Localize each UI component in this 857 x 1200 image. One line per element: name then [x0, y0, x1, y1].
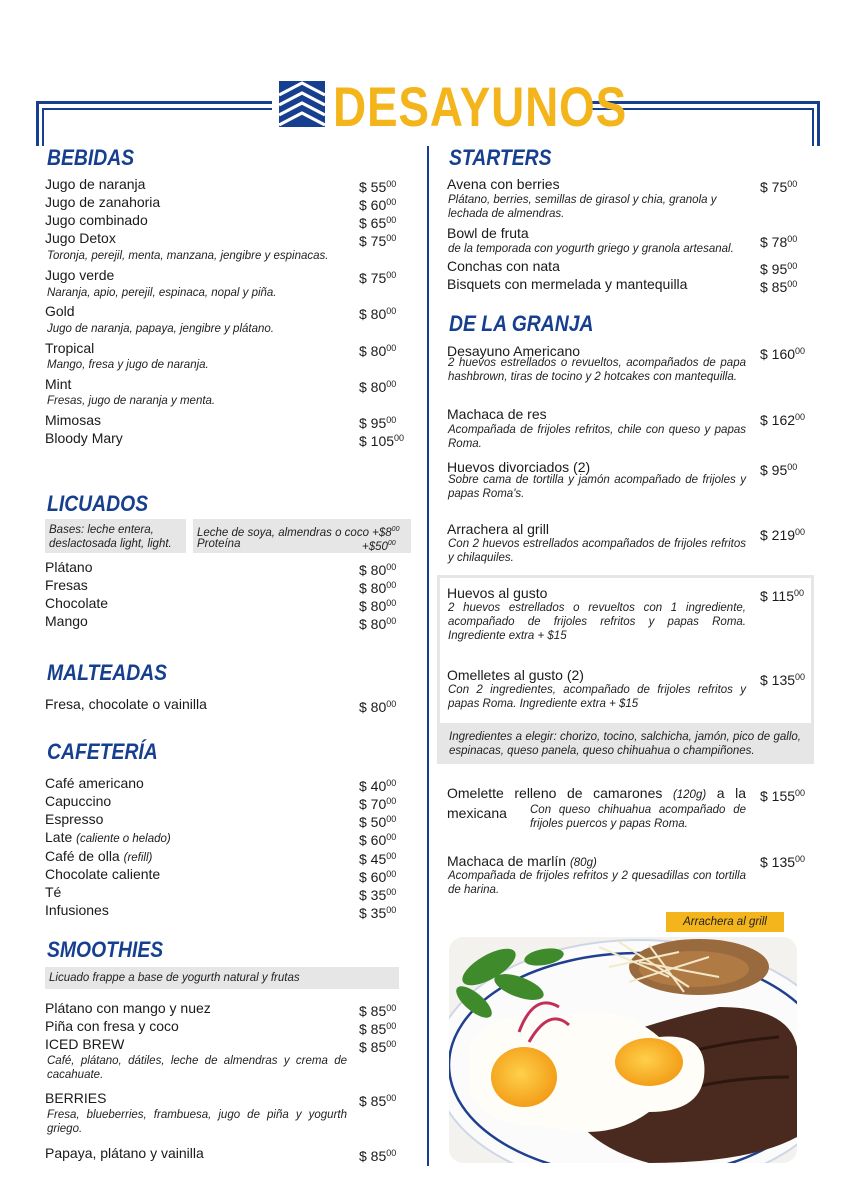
price-cents: 00 [386, 851, 397, 861]
menu-item-name: Jugo Detox [45, 230, 116, 246]
price-cents: 00 [787, 462, 798, 472]
menu-item-name: Fresas [45, 577, 88, 593]
menu-item-desc: Con 2 ingredientes, acompañado de frijoles refritos y papas Roma. Ingrediente extra + $15 [448, 684, 746, 710]
item-label: Café americano [45, 775, 144, 791]
menu-item-desc: Café, plátano, dátiles, leche de almendras y crema de cacahuate. [47, 1055, 347, 1081]
menu-item-desc: Fresas, jugo de naranja y menta. [47, 395, 216, 407]
arrachera-photo [449, 937, 797, 1163]
price-cents: 00 [386, 1039, 397, 1049]
header-frame-left-h2 [42, 108, 272, 110]
price-amount: $ 160 [760, 346, 796, 362]
item-label: Late [45, 829, 73, 845]
item-label: Desayuno Americano [447, 343, 581, 359]
item-note: (caliente o helado) [76, 833, 171, 845]
price-amount: $ 60 [359, 869, 387, 885]
price [359, 429, 404, 450]
price-cents: 00 [386, 1021, 397, 1031]
price-cents: 00 [386, 306, 397, 316]
price-amount: $ 85 [760, 279, 788, 295]
price [359, 302, 396, 323]
menu-item-name [45, 792, 111, 810]
price-cents: 00 [386, 415, 397, 425]
price-amount: $ 78 [760, 234, 788, 250]
price-cents: 00 [386, 869, 397, 879]
menu-item-desc: Sobre cama de tortilla y jamón acompañado de frijoles y papas Roma's. [448, 474, 746, 500]
price-cents: 00 [386, 562, 397, 572]
price [359, 1035, 396, 1056]
menu-item-desc: 2 huevos estrellados o revueltos con 1 ingrediente, acompañado de frijoles refritos y papas Roma. Ingrediente extra + $15 [448, 602, 746, 642]
menu-item-name: Jugo de zanahoria [45, 194, 161, 210]
price-cents: 00 [386, 1148, 397, 1158]
price-amount: $ 70 [359, 796, 387, 812]
menu-item-name: Avena con berries [447, 176, 560, 192]
item-label-tail: a la mexicana [447, 785, 747, 821]
menu-item-desc: Fresa, blueberries, frambuesa, jugo de piña y yogurth griego. [47, 1109, 347, 1135]
price-amount: $ 162 [760, 412, 796, 428]
price-cents: 00 [794, 588, 805, 598]
ingredients-note: Ingredientes a elegir: chorizo, tocino, salchicha, jamón, pico de gallo, espinacas, queso panela, queso chihuahua o champiñones. [449, 731, 801, 757]
price-cents: 00 [795, 412, 806, 422]
price-amount: $ 80 [359, 379, 387, 395]
menu-item-name: Conchas con nata [447, 258, 560, 274]
menu-item-name: Tropical [45, 340, 95, 356]
menu-item-desc: Toronja, perejil, menta, manzana, jengibre y espinacas. [47, 250, 329, 262]
menu-item-name [45, 901, 109, 919]
menu-item-name [447, 405, 547, 423]
price-cents: 00 [386, 796, 397, 806]
menu-item-name [45, 883, 61, 901]
price-cents: 00 [787, 179, 798, 189]
price-amount: $ 135 [760, 672, 796, 688]
item-label: Chocolate caliente [45, 866, 161, 882]
menu-item-name [45, 847, 152, 867]
menu-item-name: Chocolate [45, 595, 109, 611]
price-amount: $ 35 [359, 887, 387, 903]
price-cents: 00 [386, 1003, 397, 1013]
header-frame-left-v [36, 101, 39, 146]
price-cents: 00 [386, 179, 397, 189]
menu-item-desc: Plátano, berries, semillas de girasol y chia, granola y lechada de almendras. [448, 194, 717, 220]
item-label: Machaca de res [447, 406, 547, 422]
price [760, 668, 805, 689]
price-amount: $ 115 [760, 588, 794, 604]
price-amount: $ 219 [760, 527, 796, 543]
menu-item-name: Bloody Mary [45, 430, 123, 446]
price-amount: $ 80 [359, 580, 387, 596]
price-amount: $ 75 [760, 179, 788, 195]
price-cents: 00 [386, 887, 397, 897]
price-cents: 00 [386, 270, 397, 280]
price [359, 612, 396, 633]
menu-item-name: Plátano con mango y nuez [45, 1000, 211, 1016]
menu-item-name [45, 828, 171, 848]
price-amount: +$50 [362, 540, 388, 553]
menu-item-name [447, 520, 549, 538]
price-cents: 00 [787, 234, 798, 244]
price [760, 275, 797, 296]
item-label: Café de olla [45, 848, 120, 864]
price-cents: 00 [795, 346, 806, 356]
price-cents: 00 [386, 699, 397, 709]
menu-item-desc: 2 huevos estrellados o revueltos, acompañados de papa hashbrown, tiras de tocino y 2 hotcakes con mantequilla. [448, 357, 746, 383]
smoothies-note: Licuado frappe a base de yogurth natural y frutas [49, 972, 300, 984]
menu-item-name: Plátano [45, 559, 93, 575]
item-label: Té [45, 884, 62, 900]
menu-item-desc: Mango, fresa y jugo de naranja. [47, 359, 209, 371]
menu-item-desc: Naranja, apio, perejil, espinaca, nopal y piña. [47, 287, 277, 299]
price [359, 339, 396, 360]
price-amount: $ 80 [359, 562, 387, 578]
price [359, 229, 396, 250]
price-amount: $ 35 [359, 905, 387, 921]
price [760, 523, 805, 544]
menu-item-desc: Jugo de naranja, papaya, jengibre y plátano. [47, 323, 274, 335]
price-cents: 00 [795, 854, 806, 864]
price-amount: $ 85 [359, 1039, 387, 1055]
photo-caption: Arrachera al grill [666, 912, 784, 932]
price [359, 828, 396, 849]
price-cents: 00 [391, 526, 400, 533]
price-cents: 00 [386, 616, 397, 626]
bases-text-1: Bases: leche entera, [49, 524, 154, 536]
price-amount: $ 95 [760, 261, 788, 277]
header-frame-right-v [817, 101, 820, 146]
price-amount: $ 55 [359, 179, 387, 195]
price [760, 175, 797, 196]
price-cents: 00 [386, 215, 397, 225]
bases-text-2: deslactosada light, light. [49, 538, 172, 550]
section-title: BEBIDAS [47, 145, 135, 170]
price-amount: $ 65 [359, 215, 387, 231]
price-amount: $ 135 [760, 854, 796, 870]
price [760, 408, 805, 429]
price-cents: 00 [386, 197, 397, 207]
price-amount: $ 80 [359, 616, 387, 632]
item-label: Capuccino [45, 793, 112, 809]
menu-item-desc: Acompañada de frijoles refritos y 2 quesadillas con tortilla de harina. [448, 870, 746, 896]
extra-protein: Proteína [197, 538, 241, 550]
menu-item-name [447, 584, 547, 602]
menu-item-name: Piña con fresa y coco [45, 1018, 179, 1034]
price-cents: 00 [386, 343, 397, 353]
item-label: Huevos al gusto [447, 585, 548, 601]
price-amount: $ 80 [359, 598, 387, 614]
menu-item-name [45, 774, 144, 792]
price [760, 458, 797, 479]
price-amount: $ 95 [760, 462, 788, 478]
price [760, 230, 797, 251]
price-amount: $ 85 [359, 1021, 387, 1037]
section-title: MALTEADAS [47, 660, 168, 685]
item-label: Huevos divorciados (2) [447, 459, 591, 475]
section-title: SMOOTHIES [47, 937, 164, 962]
price [359, 1144, 396, 1165]
price-cents: 00 [386, 379, 397, 389]
price [359, 695, 396, 716]
menu-item-name: ICED BREW [45, 1036, 125, 1052]
price-amount: $ 85 [359, 1093, 387, 1109]
item-label: Machaca de marlín [447, 853, 567, 869]
menu-item-name [45, 810, 103, 828]
price [760, 850, 805, 871]
price-amount: $ 60 [359, 832, 387, 848]
price-cents: 00 [386, 1093, 397, 1103]
menu-item-name: Bisquets con mermelada y mantequilla [447, 276, 688, 292]
item-label: Omelletes al gusto (2) [447, 667, 584, 683]
menu-item-name [45, 865, 160, 883]
price-cents: 00 [386, 598, 397, 608]
price-amount: $ 60 [359, 197, 387, 213]
price [359, 1089, 396, 1110]
price [760, 584, 804, 605]
menu-item-name: BERRIES [45, 1090, 107, 1106]
price [359, 266, 396, 287]
price-cents: 00 [386, 580, 397, 590]
menu-item-name: Jugo combinado [45, 212, 148, 228]
menu-item-name: Jugo de naranja [45, 176, 146, 192]
menu-item-name: Papaya, plátano y vainilla [45, 1145, 204, 1161]
price-amount: $ 80 [359, 343, 387, 359]
header-frame-right-v2 [812, 108, 814, 146]
price [359, 901, 396, 922]
price-amount: $ 105 [359, 433, 395, 449]
price-amount: $ 75 [359, 270, 387, 286]
menu-item-name: Mimosas [45, 412, 102, 428]
header-frame-left-v2 [42, 108, 44, 146]
price-amount: $ 75 [359, 233, 387, 249]
price-cents: 00 [386, 233, 397, 243]
item-label: Arrachera al grill [447, 521, 549, 537]
price [760, 784, 805, 805]
menu-item-desc: Con queso chihuahua acompañado de frijoles puercos y papas Roma. [530, 804, 746, 830]
price-cents: 00 [795, 788, 806, 798]
price-amount: $ 80 [359, 306, 387, 322]
menu-item-name: Mango [45, 613, 88, 629]
price-cents: 00 [386, 905, 397, 915]
price-cents: 00 [795, 672, 806, 682]
item-label: Omelette relleno de camarones [447, 785, 663, 801]
price-cents: 00 [386, 778, 397, 788]
price-cents: 00 [787, 279, 798, 289]
chevron-pattern-icon [279, 81, 325, 127]
header-frame-left-h [36, 101, 272, 104]
item-note: (120g) [672, 789, 707, 801]
item-note: (80g) [569, 857, 597, 869]
item-note: (refill) [123, 852, 153, 864]
price-amount: $ 155 [760, 788, 796, 804]
price-cents: 00 [386, 814, 397, 824]
price [760, 342, 805, 363]
menu-item-desc: Acompañada de frijoles refritos, chile con queso y papas Roma. [448, 424, 746, 450]
section-title: STARTERS [449, 145, 552, 170]
price-amount: $ 40 [359, 778, 387, 794]
extra-protein-price [362, 537, 396, 554]
section-title: CAFETERÍA [47, 739, 158, 764]
item-label: Infusiones [45, 902, 109, 918]
price-cents: 00 [387, 540, 396, 547]
menu-item-name: Bowl de fruta [447, 225, 529, 241]
price-cents: 00 [787, 261, 798, 271]
price-amount: $ 85 [359, 1003, 387, 1019]
price-amount: $ 45 [359, 851, 387, 867]
price [359, 375, 396, 396]
menu-item-name: Jugo verde [45, 267, 115, 283]
menu-item-name: Gold [45, 303, 75, 319]
menu-item-desc: Con 2 huevos estrellados acompañados de frijoles refritos y chilaquiles. [448, 538, 746, 564]
page-title: DESAYUNOS [333, 75, 628, 138]
price-amount: $ 95 [359, 415, 387, 431]
price-amount: $ 50 [359, 814, 387, 830]
section-title: LICUADOS [47, 491, 149, 516]
column-divider [427, 146, 429, 1166]
price-amount: $ 85 [359, 1148, 387, 1164]
menu-item-name: Mint [45, 376, 72, 392]
price-cents: 00 [386, 832, 397, 842]
section-title: DE LA GRANJA [449, 311, 594, 336]
menu-item-desc: de la temporada con yogurth griego y granola artesanal. [448, 243, 734, 255]
menu-item-name [447, 666, 584, 684]
price-cents: 00 [795, 527, 806, 537]
extra-milk-label: Leche de soya, almendras o coco +$8 [197, 526, 392, 539]
menu-item-name: Fresa, chocolate o vainilla [45, 696, 207, 712]
price-amount: $ 80 [359, 699, 387, 715]
price-cents: 00 [394, 433, 405, 443]
item-label: Espresso [45, 811, 104, 827]
